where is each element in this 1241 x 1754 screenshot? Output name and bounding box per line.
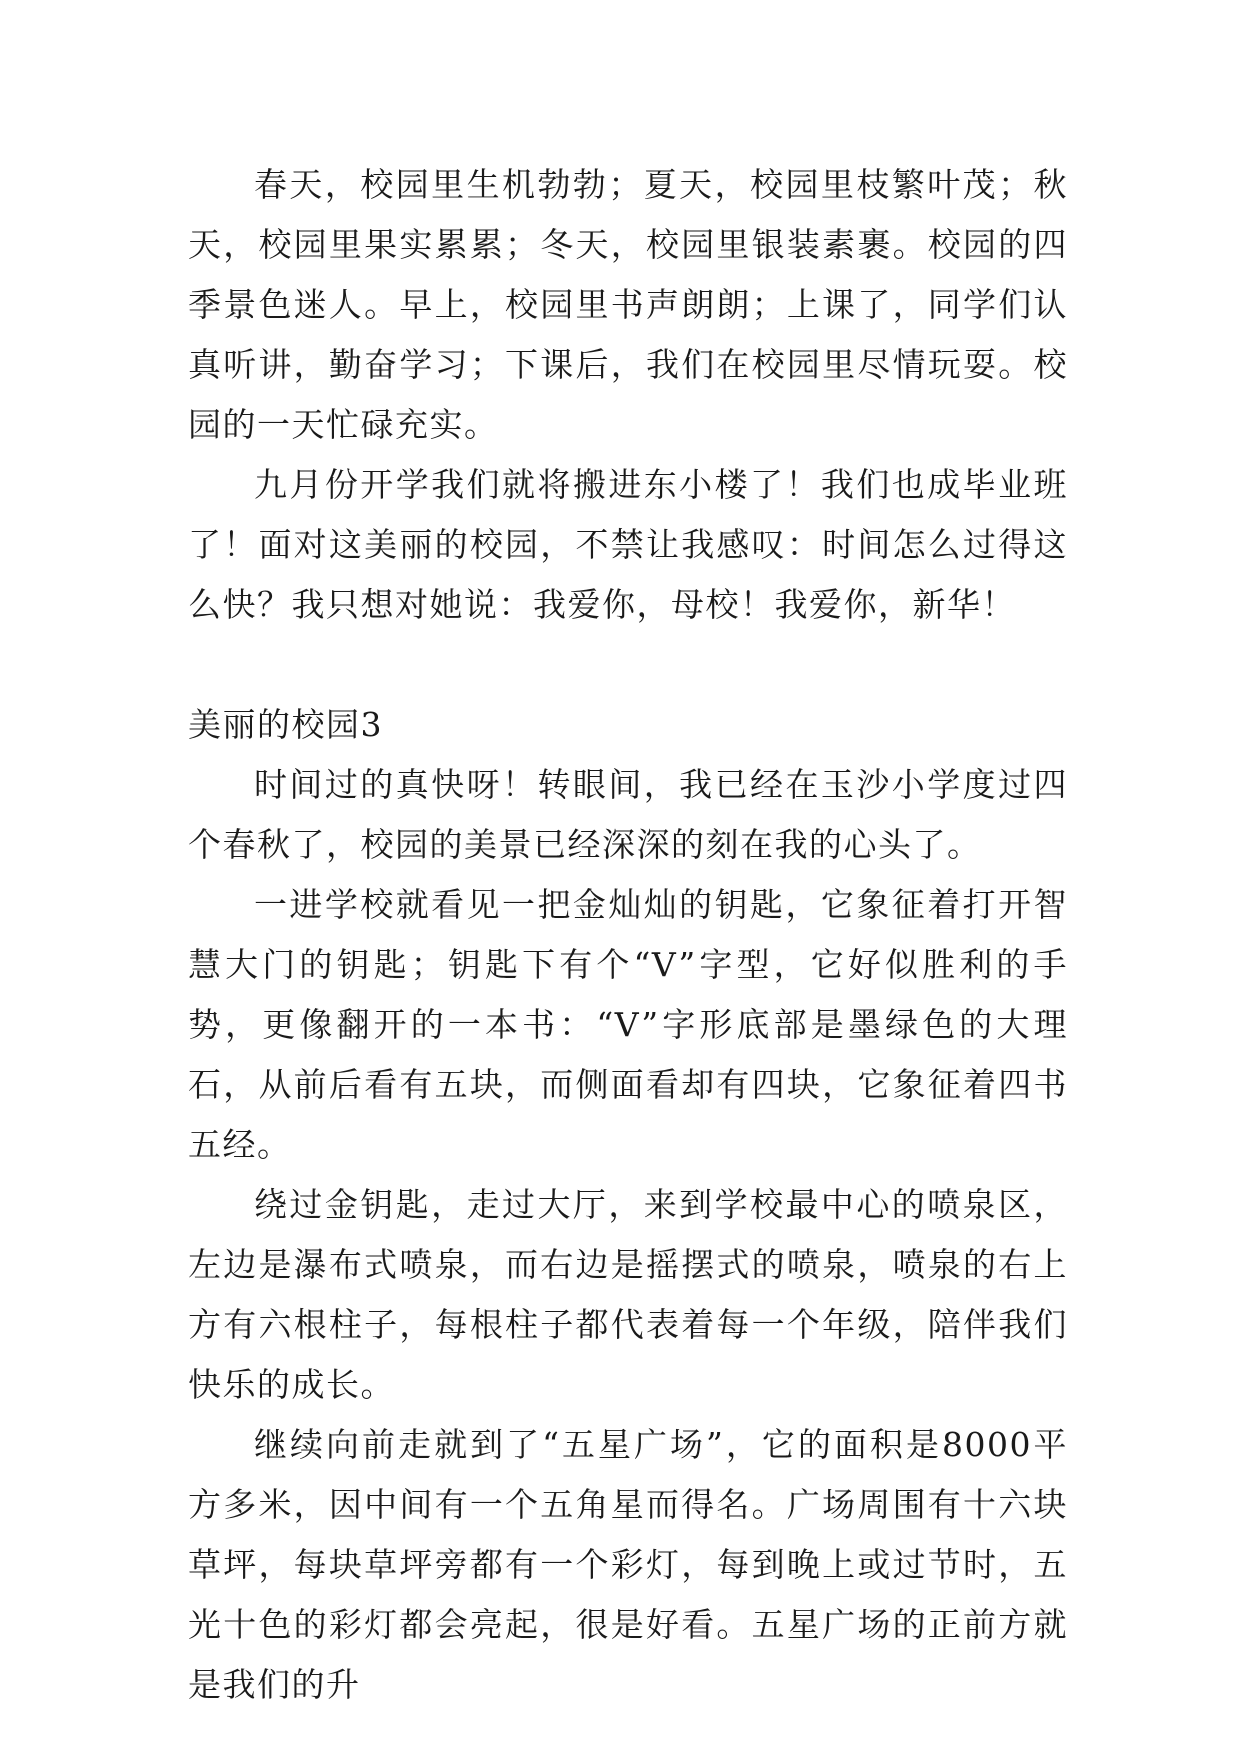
paragraph-five-star-square: 继续向前走就到了“五星广场”，它的面积是8000平方多米，因中间有一个五角星而得名。广场周围有十六块草坪，每块草坪旁都有一个彩灯，每到晚上或过节时，五光十色的彩灯都会亮起，很是好看。五星广场的正前方就是我们的升 <box>188 1425 1068 1704</box>
section-gap <box>188 635 1068 695</box>
paragraph-golden-key: 一进学校就看见一把金灿灿的钥匙，它象征着打开智慧大门的钥匙；钥匙下有个“V”字型，它好似胜利的手势，更像翻开的一本书：“V”字形底部是墨绿色的大理石，从前后看有五块，而侧面看却有四块，它象征着四书五经。 <box>188 885 1068 1164</box>
paragraph-seasons: 春天，校园里生机勃勃；夏天，校园里枝繁叶茂；秋天，校园里果实累累；冬天，校园里银装素裹。校园的四季景色迷人。早上，校园里书声朗朗；上课了，同学们认真听讲，勤奋学习；下课后，我们在校园里尽情玩耍。校园的一天忙碌充实。 <box>188 165 1068 444</box>
document-body <box>188 155 1068 1715</box>
paragraph-graduation: 九月份开学我们就将搬进东小楼了！我们也成毕业班了！面对这美丽的校园，不禁让我感叹：时间怎么过得这么快？我只想对她说：我爱你，母校！我爱你，新华！ <box>188 465 1068 624</box>
section-title: 美丽的校园3 <box>188 705 383 744</box>
paragraph-intro: 时间过的真快呀！转眼间，我已经在玉沙小学度过四个春秋了，校园的美景已经深深的刻在我的心头了。 <box>188 765 1068 864</box>
paragraph-fountain: 绕过金钥匙，走过大厅，来到学校最中心的喷泉区，左边是瀑布式喷泉，而右边是摇摆式的喷泉，喷泉的右上方有六根柱子，每根柱子都代表着每一个年级，陪伴我们快乐的成长。 <box>188 1185 1068 1404</box>
